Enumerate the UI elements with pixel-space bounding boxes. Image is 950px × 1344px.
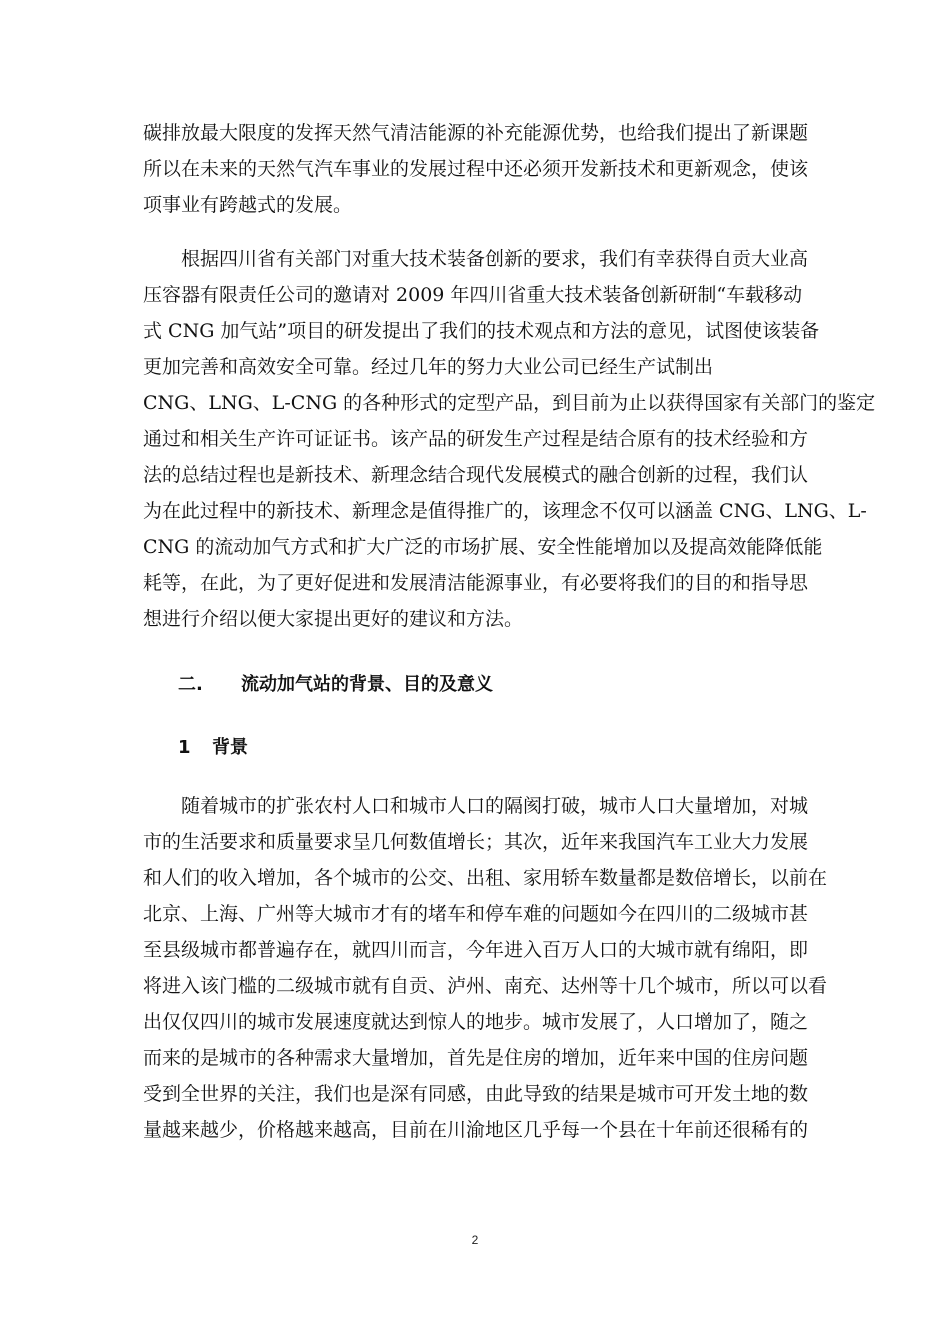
paragraph-line: 随着城市的扩张农村人口和城市人口的隔阂打破，城市人口大量增加，对城	[181, 795, 809, 817]
subsection-heading	[178, 733, 248, 759]
paragraph-line: 项事业有跨越式的发展。	[143, 194, 353, 216]
paragraph-line: CNG 的流动加气方式和扩大广泛的市场扩展、安全性能增加以及提高效能降低能	[143, 536, 823, 558]
subsection-title: 背景	[212, 737, 248, 758]
paragraph-line: 为在此过程中的新技术、新理念是值得推广的，该理念不仅可以涵盖 CNG、LNG、L-	[143, 500, 867, 522]
paragraph-1	[143, 115, 810, 223]
section-title: 流动加气站的背景、目的及意义	[241, 674, 493, 695]
page-number: 2	[471, 1233, 479, 1247]
paragraph-line: 压容器有限责任公司的邀请对 2009 年四川省重大技术装备创新研制“车载移动	[143, 284, 803, 306]
paragraph-line: 市的生活要求和质量要求呈几何数值增长；其次，近年来我国汽车工业大力发展	[143, 831, 809, 853]
paragraph-line: 通过和相关生产许可证证书。该产品的研发生产过程是结合原有的技术经验和方	[143, 428, 809, 450]
paragraph-line: 法的总结过程也是新技术、新理念结合现代发展模式的融合创新的过程，我们认	[143, 464, 809, 486]
section-heading	[178, 670, 493, 696]
subsection-number: 1	[178, 737, 191, 758]
paragraph-2	[143, 241, 876, 637]
paragraph-line: 将进入该门槛的二级城市就有自贡、泸州、南充、达州等十几个城市，所以可以看	[143, 975, 828, 997]
paragraph-line: 根据四川省有关部门对重大技术装备创新的要求，我们有幸获得自贡大业高	[181, 248, 809, 270]
paragraph-line: 更加完善和高效安全可靠。经过几年的努力大业公司已经生产试制出	[143, 356, 714, 378]
paragraph-line: 受到全世界的关注，我们也是深有同感，由此导致的结果是城市可开发土地的数	[143, 1083, 809, 1105]
paragraph-line: 至县级城市都普遍存在，就四川而言，今年进入百万人口的大城市就有绵阳，即	[143, 939, 809, 961]
paragraph-line: 而来的是城市的各种需求大量增加，首先是住房的增加，近年来中国的住房问题	[143, 1047, 809, 1069]
paragraph-3	[143, 788, 828, 1148]
paragraph-line: 出仅仅四川的城市发展速度就达到惊人的地步。城市发展了，人口增加了，随之	[143, 1011, 809, 1033]
paragraph-line: 量越来越少，价格越来越高，目前在川渝地区几乎每一个县在十年前还很稀有的	[143, 1119, 809, 1141]
paragraph-line: 碳排放最大限度的发挥天然气清洁能源的补充能源优势，也给我们提出了新课题	[143, 122, 809, 144]
paragraph-line: 想进行介绍以便大家提出更好的建议和方法。	[143, 608, 524, 630]
paragraph-line: 所以在未来的天然气汽车事业的发展过程中还必须开发新技术和更新观念，使该	[143, 158, 809, 180]
section-number: 二.	[178, 674, 203, 695]
paragraph-line: 北京、上海、广州等大城市才有的堵车和停车难的问题如今在四川的二级城市甚	[143, 903, 809, 925]
paragraph-line: 式 CNG 加气站”项目的研发提出了我们的技术观点和方法的意见，试图使该装备	[143, 320, 820, 342]
paragraph-line: 和人们的收入增加，各个城市的公交、出租、家用轿车数量都是数倍增长，以前在	[143, 867, 828, 889]
paragraph-line: 耗等，在此，为了更好促进和发展清洁能源事业，有必要将我们的目的和指导思	[143, 572, 809, 594]
paragraph-line: CNG、LNG、L-CNG 的各种形式的定型产品，到目前为止以获得国家有关部门的鉴定	[143, 392, 876, 414]
